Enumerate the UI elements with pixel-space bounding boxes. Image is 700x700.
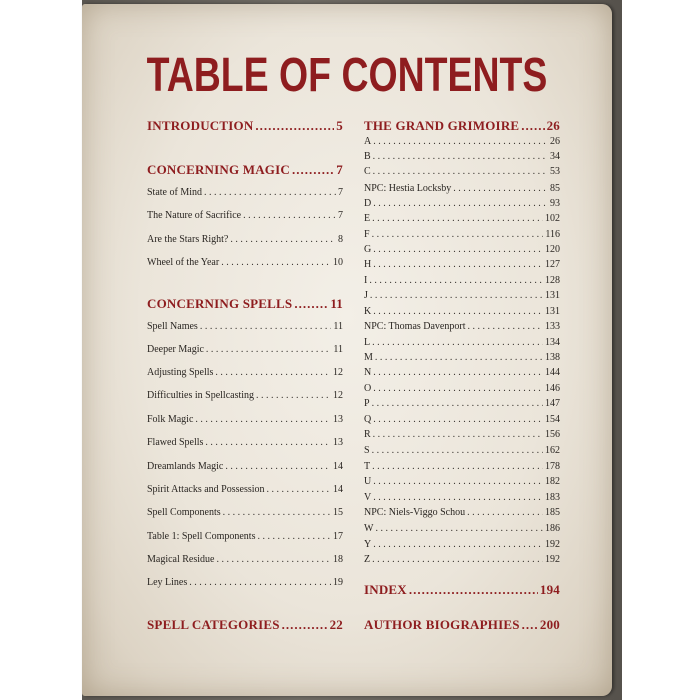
- toc-entry: [364, 523, 560, 534]
- toc-page-number: 154: [545, 414, 560, 425]
- dot-leader: [372, 554, 543, 565]
- dot-leader: [267, 484, 331, 495]
- toc-page-number: 12: [333, 367, 343, 378]
- toc-label: CONCERNING MAGIC: [147, 162, 290, 177]
- dot-leader: [521, 118, 544, 134]
- toc-entry: [364, 136, 560, 147]
- toc-page-number: 128: [545, 275, 560, 286]
- dot-leader: [257, 531, 331, 542]
- toc-entry: [364, 198, 560, 209]
- toc-label: SPELL CATEGORIES: [147, 617, 280, 632]
- toc-label: Ley Lines: [147, 577, 188, 588]
- toc-entry: [147, 187, 343, 198]
- dot-leader: [372, 398, 543, 409]
- dot-leader: [372, 213, 543, 224]
- toc-page-number: 102: [545, 213, 560, 224]
- toc-label: Z: [364, 554, 371, 565]
- toc-entry: [147, 210, 343, 221]
- toc-entry: [364, 275, 560, 286]
- toc-label: W: [364, 523, 374, 534]
- toc-page-number: 194: [539, 582, 560, 597]
- toc-label: H: [364, 259, 372, 270]
- dot-leader: [189, 577, 331, 588]
- toc-page-number: 5: [336, 118, 343, 133]
- toc-entry: [364, 398, 560, 409]
- toc-label: T: [364, 461, 371, 472]
- toc-page-number: 156: [545, 429, 560, 440]
- dot-leader: [294, 296, 328, 312]
- toc-entry: [364, 414, 560, 425]
- toc-page-number: 26: [550, 136, 560, 147]
- toc-page-number: 138: [545, 352, 560, 363]
- toc-label: Spirit Attacks and Possession: [147, 484, 265, 495]
- toc-page-number: 186: [545, 523, 560, 534]
- dot-leader: [205, 437, 331, 448]
- toc-label: Adjusting Spells: [147, 367, 214, 378]
- toc-entry: [147, 414, 343, 425]
- toc-page-number: 10: [333, 257, 343, 268]
- toc-page-number: 17: [333, 531, 343, 542]
- dot-leader: [370, 290, 543, 301]
- toc-entry: [147, 531, 343, 542]
- toc-label: O: [364, 383, 372, 394]
- toc-page-number: 13: [333, 437, 343, 448]
- toc-page-number: 192: [545, 554, 560, 565]
- dot-leader: [200, 321, 332, 332]
- toc-page-number: 162: [545, 445, 560, 456]
- toc-heading: [364, 617, 560, 633]
- toc-page-number: 85: [550, 183, 560, 194]
- toc-entry: [147, 321, 343, 332]
- dot-leader: [373, 198, 548, 209]
- toc-page-number: 7: [338, 210, 343, 221]
- dot-leader: [373, 429, 543, 440]
- toc-page-number: 131: [545, 306, 560, 317]
- toc-label: State of Mind: [147, 187, 202, 198]
- toc-entry: [364, 183, 560, 194]
- toc-label: Wheel of the Year: [147, 257, 220, 268]
- toc-heading: [147, 296, 343, 312]
- toc-page-number: 146: [545, 383, 560, 394]
- toc-entry: [364, 321, 560, 332]
- toc-heading: [147, 118, 343, 134]
- dot-leader: [373, 492, 543, 503]
- toc-page-number: 8: [338, 234, 343, 245]
- toc-entry: [364, 166, 560, 177]
- dot-leader: [372, 461, 543, 472]
- dot-leader: [373, 306, 543, 317]
- toc-label: K: [364, 306, 372, 317]
- dot-leader: [373, 476, 543, 487]
- toc-entry: [364, 367, 560, 378]
- dot-leader: [375, 352, 543, 363]
- toc-entry: [147, 484, 343, 495]
- toc-label: A: [364, 136, 372, 147]
- dot-leader: [221, 257, 331, 268]
- toc-label: R: [364, 429, 371, 440]
- toc-label: Flawed Spells: [147, 437, 204, 448]
- toc-label: E: [364, 213, 371, 224]
- toc-entry: [364, 306, 560, 317]
- toc-label: M: [364, 352, 373, 363]
- dot-leader: [373, 244, 543, 255]
- toc-label: Y: [364, 539, 372, 550]
- toc-label: AUTHOR BIOGRAPHIES: [364, 617, 520, 632]
- toc-label: U: [364, 476, 372, 487]
- dot-leader: [369, 275, 543, 286]
- dot-leader: [373, 166, 548, 177]
- toc-label: F: [364, 229, 370, 240]
- toc-page-number: 7: [338, 187, 343, 198]
- page-title: TABLE OF CONTENTS: [146, 49, 548, 102]
- toc-page-number: 26: [546, 118, 560, 133]
- dot-leader: [373, 539, 543, 550]
- toc-page-number: 182: [545, 476, 560, 487]
- dot-leader: [204, 187, 336, 198]
- dot-leader: [372, 445, 543, 456]
- toc-label: NPC: Niels-Viggo Schou: [364, 507, 466, 518]
- dot-leader: [195, 414, 331, 425]
- toc-entry: [364, 151, 560, 162]
- toc-page-number: 14: [333, 461, 343, 472]
- dot-leader: [282, 617, 328, 633]
- toc-page-number: 134: [545, 337, 560, 348]
- toc-entry: [147, 367, 343, 378]
- toc-page-number: 53: [550, 166, 560, 177]
- dot-leader: [255, 118, 334, 134]
- dot-leader: [373, 367, 543, 378]
- toc-label: J: [364, 290, 368, 301]
- dot-leader: [215, 367, 331, 378]
- toc-page-number: 127: [545, 259, 560, 270]
- dot-leader: [373, 414, 543, 425]
- dot-leader: [373, 151, 548, 162]
- dot-leader: [453, 183, 548, 194]
- toc-entry: [147, 577, 343, 588]
- toc-entry: [147, 257, 343, 268]
- dot-leader: [230, 234, 336, 245]
- toc-label: INTRODUCTION: [147, 118, 254, 133]
- toc-entry: [147, 507, 343, 518]
- toc-label: G: [364, 244, 372, 255]
- toc-label: P: [364, 398, 370, 409]
- toc-page-number: 14: [333, 484, 343, 495]
- toc-entry: [147, 437, 343, 448]
- toc-heading: [147, 617, 343, 633]
- toc-label: Are the Stars Right?: [147, 234, 229, 245]
- toc-page-number: 147: [545, 398, 560, 409]
- toc-entry: [364, 213, 560, 224]
- toc-label: NPC: Thomas Davenport: [364, 321, 466, 332]
- toc-label: Spell Names: [147, 321, 198, 332]
- toc-entry: [147, 234, 343, 245]
- toc-page-number: 192: [545, 539, 560, 550]
- toc-label: Deeper Magic: [147, 344, 204, 355]
- toc-label: INDEX: [364, 582, 407, 597]
- toc-page-number: 183: [545, 492, 560, 503]
- toc-entry: [364, 244, 560, 255]
- dot-leader: [522, 617, 538, 633]
- toc-entry: [364, 290, 560, 301]
- toc-label: CONCERNING SPELLS: [147, 296, 293, 311]
- dot-leader: [372, 337, 543, 348]
- dot-leader: [216, 554, 331, 565]
- toc-page-number: 19: [333, 577, 343, 588]
- dot-leader: [373, 383, 543, 394]
- dot-leader: [223, 507, 331, 518]
- toc-label: N: [364, 367, 372, 378]
- toc-page-number: 11: [333, 344, 343, 355]
- toc-page-number: 200: [539, 617, 560, 632]
- toc-page-number: 93: [550, 198, 560, 209]
- toc-heading: [364, 582, 560, 598]
- dot-leader: [467, 321, 543, 332]
- toc-page-number: 133: [545, 321, 560, 332]
- dot-leader: [206, 344, 331, 355]
- dot-leader: [373, 136, 548, 147]
- toc-entry: [364, 507, 560, 518]
- dot-leader: [243, 210, 336, 221]
- toc-page-number: 131: [545, 290, 560, 301]
- toc-page-number: 22: [329, 617, 343, 632]
- toc-label: C: [364, 166, 371, 177]
- dot-leader: [409, 582, 538, 598]
- toc-label: L: [364, 337, 371, 348]
- toc-label: Table 1: Spell Components: [147, 531, 256, 542]
- toc-entry: [364, 539, 560, 550]
- toc-entry: [147, 554, 343, 565]
- toc-heading: [147, 162, 343, 178]
- toc-label: Folk Magic: [147, 414, 194, 425]
- dot-leader: [256, 390, 331, 401]
- toc-heading: [364, 118, 560, 134]
- toc-entry: [364, 554, 560, 565]
- toc-entry: [147, 390, 343, 401]
- toc-page-number: 11: [330, 296, 343, 311]
- toc-page-number: 11: [333, 321, 343, 332]
- toc-label: I: [364, 275, 368, 286]
- toc-entry: [364, 429, 560, 440]
- toc-label: V: [364, 492, 372, 503]
- toc-entry: [364, 445, 560, 456]
- toc-entry: [364, 352, 560, 363]
- toc-label: Dreamlands Magic: [147, 461, 224, 472]
- toc-entry: [147, 461, 343, 472]
- toc-page-number: 34: [550, 151, 560, 162]
- toc-page-number: 144: [545, 367, 560, 378]
- toc-page-number: 18: [333, 554, 343, 565]
- toc-entry: [364, 229, 560, 240]
- toc-label: Spell Components: [147, 507, 221, 518]
- toc-page-number: 15: [333, 507, 343, 518]
- toc-page-number: 116: [545, 229, 560, 240]
- toc-entry: [364, 337, 560, 348]
- dot-leader: [292, 162, 334, 178]
- toc-label: D: [364, 198, 372, 209]
- toc-page-number: 178: [545, 461, 560, 472]
- dot-leader: [372, 229, 544, 240]
- toc-page-number: 120: [545, 244, 560, 255]
- dot-leader: [375, 523, 543, 534]
- toc-label: Magical Residue: [147, 554, 215, 565]
- toc-label: Q: [364, 414, 372, 425]
- toc-label: S: [364, 445, 370, 456]
- toc-entry: [147, 344, 343, 355]
- toc-page-number: 7: [336, 162, 343, 177]
- toc-label: NPC: Hestia Locksby: [364, 183, 452, 194]
- toc-label: THE GRAND GRIMOIRE: [364, 118, 520, 133]
- dot-leader: [467, 507, 543, 518]
- toc-entry: [364, 259, 560, 270]
- toc-entry: [364, 383, 560, 394]
- toc-label: B: [364, 151, 371, 162]
- toc-entry: [364, 461, 560, 472]
- toc-label: Difficulties in Spellcasting: [147, 390, 255, 401]
- dot-leader: [225, 461, 331, 472]
- toc-page-number: 185: [545, 507, 560, 518]
- toc-entry: [364, 492, 560, 503]
- toc-page-number: 13: [333, 414, 343, 425]
- toc-page-number: 12: [333, 390, 343, 401]
- toc-entry: [364, 476, 560, 487]
- dot-leader: [373, 259, 543, 270]
- toc-label: The Nature of Sacrifice: [147, 210, 242, 221]
